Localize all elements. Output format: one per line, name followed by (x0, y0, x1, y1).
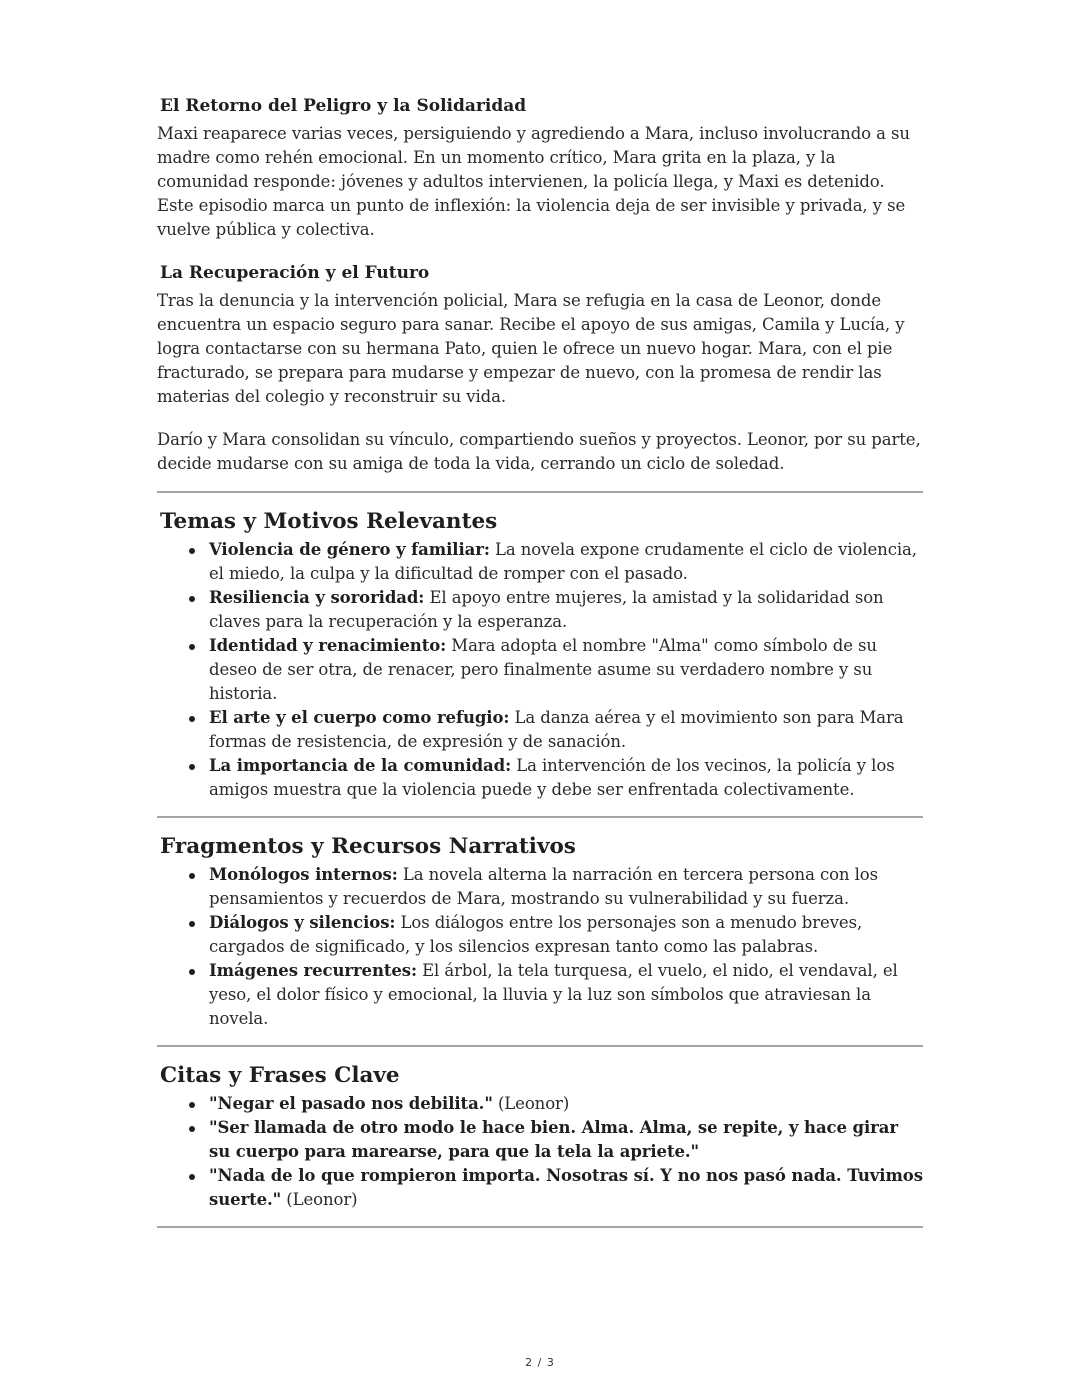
list-item-text: Mara adopta el nombre "Alma" como símbolo de su deseo de ser otra, de renacer, pero finalmente asume su verdadero nombre y su historia. (209, 636, 877, 703)
bullet-icon (189, 1126, 195, 1132)
quote-text: "Negar el pasado nos debilita." (209, 1094, 493, 1113)
list-item (209, 754, 923, 802)
list-item (209, 586, 923, 634)
bullet-icon (189, 644, 195, 650)
list-temas (157, 538, 923, 802)
list-item (209, 1116, 923, 1164)
bullet-icon (189, 969, 195, 975)
list-item (209, 863, 923, 911)
bullet-icon (189, 921, 195, 927)
paragraph-retorno: Maxi reaparece varias veces, persiguiendo y agrediendo a Mara, incluso involucrando a su madre como rehén emocional. En un momento crítico, Mara grita en la plaza, y la comunidad responde: jóvenes y adultos intervienen, la policía llega, y Maxi es detenido. Este episodio marca un punto de inflexión: la violencia deja de ser invisible y privada, y se vuelve pública y colectiva. (157, 124, 910, 239)
bullet-icon (189, 596, 195, 602)
section-heading-recuperacion: La Recuperación y el Futuro (160, 263, 430, 283)
list-item-text: La novela expone crudamente el ciclo de violencia, el miedo, la culpa y la dificultad de romper con el pasado. (209, 540, 917, 583)
divider (157, 1045, 923, 1047)
list-fragmentos (157, 863, 923, 1031)
bullet-icon (189, 873, 195, 879)
list-item-text: Los diálogos entre los personajes son a menudo breves, cargados de significado, y los silencios expresan tanto como las palabras. (209, 913, 863, 956)
bullet-icon (189, 548, 195, 554)
list-item (209, 1092, 923, 1116)
list-item-text: La danza aérea y el movimiento son para Mara formas de resistencia, de expresión y de sanación. (209, 708, 904, 751)
section-title-temas: Temas y Motivos Relevantes (160, 509, 498, 534)
list-citas (157, 1092, 923, 1212)
list-item-text: La intervención de los vecinos, la policía y los amigos muestra que la violencia puede y debe ser enfrentada colectivamente. (209, 756, 895, 799)
list-item-term: Diálogos y silencios: (209, 913, 396, 932)
bullet-icon (189, 716, 195, 722)
quote-text: "Nada de lo que rompieron importa. Nosotras sí. Y no nos pasó nada. Tuvimos suerte." (209, 1166, 923, 1209)
list-item-term: Identidad y renacimiento: (209, 636, 447, 655)
list-item-term: Imágenes recurrentes: (209, 961, 417, 980)
list-item (209, 959, 923, 1031)
document-page (157, 94, 923, 1228)
list-item-term: Resiliencia y sororidad: (209, 588, 425, 607)
list-item-term: Monólogos internos: (209, 865, 398, 884)
divider (157, 816, 923, 818)
section-title-citas: Citas y Frases Clave (160, 1063, 400, 1088)
section-title-fragmentos: Fragmentos y Recursos Narrativos (160, 834, 576, 859)
divider (157, 1226, 923, 1228)
quote-text: "Ser llamada de otro modo le hace bien. Alma. Alma, se repite, y hace girar su cuerpo para marearse, para que la tela la apriete." (209, 1118, 898, 1161)
page-number: 2 / 3 (525, 1356, 555, 1369)
list-item-term: Violencia de género y familiar: (209, 540, 490, 559)
list-item-term: El arte y el cuerpo como refugio: (209, 708, 510, 727)
list-item-text: El árbol, la tela turquesa, el vuelo, el nido, el vendaval, el yeso, el dolor físico y emocional, la lluvia y la luz son símbolos que atraviesan la novela. (209, 961, 898, 1028)
bullet-icon (189, 1174, 195, 1180)
list-item (209, 538, 923, 586)
list-item-text: El apoyo entre mujeres, la amistad y la solidaridad son claves para la recuperación y la esperanza. (209, 588, 884, 631)
divider (157, 491, 923, 493)
list-item-term: La importancia de la comunidad: (209, 756, 512, 775)
bullet-icon (189, 764, 195, 770)
list-item (209, 706, 923, 754)
list-item (209, 634, 923, 706)
paragraph-recuperacion-2: Darío y Mara consolidan su vínculo, compartiendo sueños y proyectos. Leonor, por su parte, decide mudarse con su amiga de toda la vida, cerrando un ciclo de soledad. (157, 430, 921, 473)
quote-attribution: (Leonor) (281, 1190, 358, 1209)
bullet-icon (189, 1102, 195, 1108)
quote-attribution: (Leonor) (492, 1094, 570, 1113)
list-item (209, 911, 923, 959)
paragraph-recuperacion-1: Tras la denuncia y la intervención policial, Mara se refugia en la casa de Leonor, donde encuentra un espacio seguro para sanar. Recibe el apoyo de sus amigas, Camila y Lucía, y logra contactarse con su hermana Pato, quien le ofrece un nuevo hogar. Mara, con el pie fracturado, se prepara para mudarse y empezar de nuevo, con la promesa de rendir las materias del colegio y reconstruir su vida. (157, 291, 905, 406)
list-item (209, 1164, 923, 1212)
list-item-text: La novela alterna la narración en tercera persona con los pensamientos y recuerdos de Mara, mostrando su vulnerabilidad y su fuerza. (209, 865, 878, 908)
section-heading-retorno: El Retorno del Peligro y la Solidaridad (160, 96, 527, 116)
